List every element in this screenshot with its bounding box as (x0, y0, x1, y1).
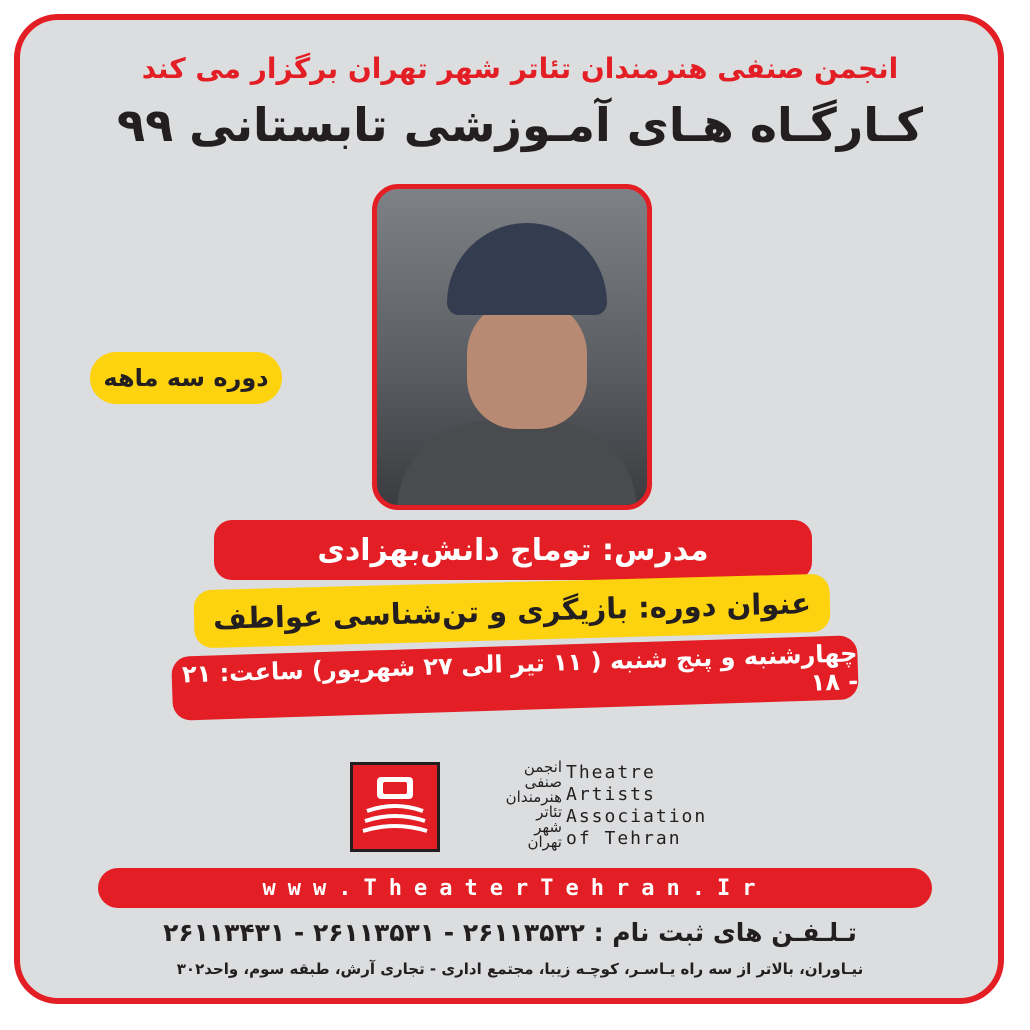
face-shape (467, 299, 587, 429)
logo-fa-line: شهر (534, 818, 562, 836)
logo-persian-text (446, 760, 562, 856)
logo-fa-line: انجمن (523, 758, 562, 776)
cap-shape (447, 223, 607, 315)
logo-english-text (566, 762, 708, 850)
website-url[interactable]: www.TheaterTehran.Ir (98, 868, 932, 908)
address-line: نیـاوران، بالاتر از سه راه یـاسـر، کوچـه زیبا، مجتمع اداری - تجاری آرش، طبقه سوم، واحد۳۰۲ (176, 960, 864, 978)
instructor-photo (372, 184, 652, 510)
course-title-banner: عنوان دوره: بازیگری و تن‌شناسی عواطف (193, 574, 830, 649)
coat-shape (397, 421, 637, 510)
logo-en-line: Artists (566, 784, 656, 805)
association-logo-icon (350, 762, 440, 852)
logo-fa-line: تهران (527, 833, 562, 851)
logo-fa-line: هنرمندان (505, 788, 562, 806)
organizer-line: انجمن صنفی هنرمندان تئاتر شهر تهران برگزار می کند (141, 52, 899, 85)
logo-fa-line: تئاتر (536, 803, 562, 821)
instructor-banner: مدرس: توماج دانش‌بهزادی (214, 520, 812, 580)
logo-en-line: Association (566, 806, 708, 827)
schedule-banner: چهارشنبه و پنج شنبه ( ۱۱ تیر الی ۲۷ شهریور) ساعت: ۲۱ - ۱۸ (171, 635, 859, 721)
logo-en-line: Theatre (566, 762, 656, 783)
logo-fa-line: صنفی (524, 773, 562, 791)
duration-badge: دوره سه ماهه (90, 352, 282, 404)
logo-en-line: of Tehran (566, 828, 682, 849)
registration-phones: تـلـفـن های ثبت نام : ۲۶۱۱۳۵۳۲ - ۲۶۱۱۳۵۳۱ - ۲۶۱۱۳۴۳۱ (163, 918, 857, 947)
workshop-title: کـارگـاه هـای آمـوزشی تابستانی ۹۹ (117, 98, 923, 152)
